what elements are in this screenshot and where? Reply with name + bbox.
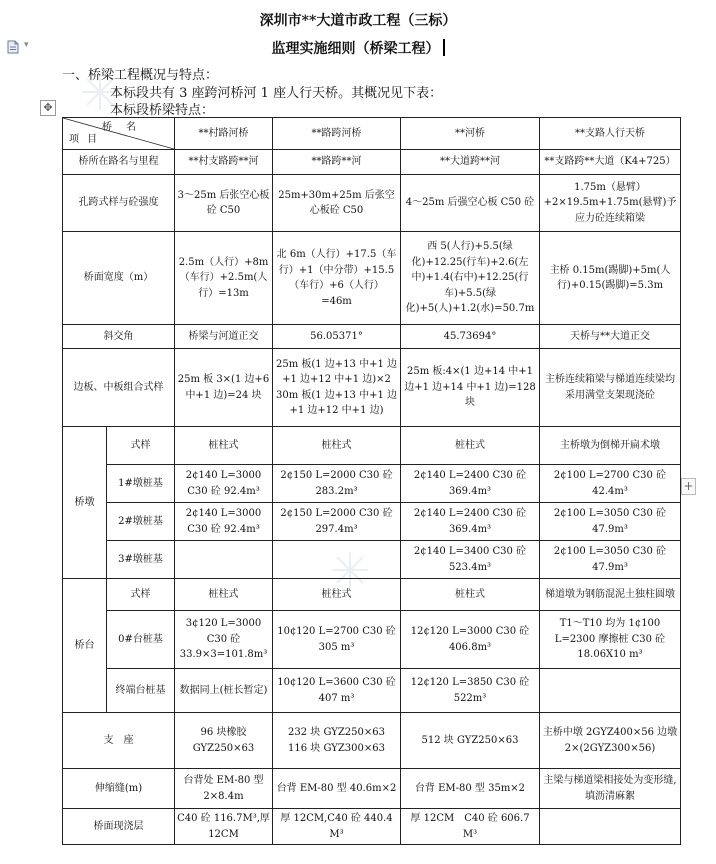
table-cell: 桩柱式	[175, 427, 273, 465]
add-column-icon[interactable]: +	[681, 478, 696, 495]
table-row	[63, 503, 681, 541]
group-label-pier: 桥墩	[63, 427, 107, 579]
table-row	[63, 669, 681, 713]
document-title: 深圳市**大道市政工程（三标）	[259, 13, 457, 29]
table-row	[63, 713, 681, 769]
chevron-down-icon[interactable]: ▾	[24, 40, 29, 50]
row-label: 0#台桩基	[107, 611, 175, 669]
table-cell: 主桥连续箱梁与梯道连续梁均采用满堂支架现浇砼	[540, 349, 681, 427]
table-cell	[273, 541, 401, 579]
row-label: 桥所在路名与里程	[63, 150, 175, 175]
table-cell: 2¢140 L=2400 C30 砼 369.4m³	[401, 465, 540, 503]
table-cell: 25m+30m+25m 后张空心板砼 C50	[273, 175, 401, 232]
table-row	[63, 465, 681, 503]
table-row	[63, 541, 681, 579]
table-cell: T1～T10 均为 1¢100 L=2300 摩擦桩 C30 砼 18.06X10 m³	[540, 611, 681, 669]
table-cell: 2¢100 L=3050 C30 砼 47.9m³	[540, 503, 681, 541]
row-label: 式样	[107, 427, 175, 465]
table-row	[63, 611, 681, 669]
table-cell: 10¢120 L=2700 C30 砼 305 m³	[273, 611, 401, 669]
table-cell: 2¢150 L=2000 C30 砼 283.2m³	[273, 465, 401, 503]
table-row	[63, 769, 681, 809]
table-cell: 512 块 GYZ250×63	[401, 713, 540, 769]
section-heading: 一、桥梁工程概况与特点：	[62, 68, 219, 83]
table-cell: 3～25m 后张空心板砼 C50	[175, 175, 273, 232]
table-cell	[540, 809, 681, 845]
row-label: 2#墩桩基	[107, 503, 175, 541]
table-move-handle-icon[interactable]: ✥	[40, 100, 56, 116]
table-header-row	[63, 118, 681, 150]
table-cell: 台背 EM-80 型 35m×2	[401, 769, 540, 809]
row-label: 桥面宽度（m）	[63, 232, 175, 325]
table-cell: 桩柱式	[175, 579, 273, 611]
table-cell: 12¢120 L=3000 C30 砼 406.8m³	[401, 611, 540, 669]
table-cell: 主桥墩为倒梯开扁术墩	[540, 427, 681, 465]
table-cell: 西 5(人行)+5.5(绿化)+12.25(行车)+2.6(左中)+1.4(右中)+12.25(行车)+5.5(绿化)+5(人)+1.2(水)=50.7m	[401, 232, 540, 325]
table-cell: 桩柱式	[401, 579, 540, 611]
table-row	[63, 427, 681, 465]
table-cell: 主桥 0.15m(踢脚)+5m(人行)+0.15(踢脚)=5.3m	[540, 232, 681, 325]
column-header: **村路河桥	[175, 118, 273, 150]
header-corner-cell	[63, 118, 175, 150]
table-cell: 主桥中墩 2GYZ400×56 边墩 2×(2GYZ300×56)	[540, 713, 681, 769]
column-header: **河桥	[401, 118, 540, 150]
text-cursor	[443, 39, 445, 56]
table-cell: 厚 12CM C40 砼 606.7 M³	[401, 809, 540, 845]
bridge-characteristics-table	[62, 117, 681, 845]
table-cell: 梯道墩为钢筋混泥土独柱圆墩	[540, 579, 681, 611]
row-label: 斜交角	[63, 325, 175, 349]
table-cell: 台背 EM-80 型 40.6m×2	[273, 769, 401, 809]
group-label-abutment: 桥台	[63, 579, 107, 713]
row-label: 3#墩桩基	[107, 541, 175, 579]
table-caption: 本标段桥梁特点：	[110, 103, 215, 118]
document-icon[interactable]	[6, 40, 20, 54]
table-cell: 台背处 EM-80 型 2×8.4m	[175, 769, 273, 809]
table-cell: 2¢150 L=2000 C30 砼 297.4m³	[273, 503, 401, 541]
table-cell: 56.05371°	[273, 325, 401, 349]
column-header: **路跨河桥	[273, 118, 401, 150]
table-cell: 桩柱式	[401, 427, 540, 465]
row-label: 式样	[107, 579, 175, 611]
table-cell: 2¢140 L=2400 C30 砼 369.4m³	[401, 503, 540, 541]
table-row	[63, 150, 681, 175]
table-row	[63, 809, 681, 845]
column-header: **支路人行天桥	[540, 118, 681, 150]
table-cell: 232 块 GYZ250×63 116 块 GYZ300×63	[273, 713, 401, 769]
table-cell: 96 块橡胶 GYZ250×63	[175, 713, 273, 769]
table-cell: 数据同上(桩长暂定)	[175, 669, 273, 713]
row-label: 孔跨式样与砼强度	[63, 175, 175, 232]
row-label: 桥面现浇层	[63, 809, 175, 845]
table-row	[63, 349, 681, 427]
document-subtitle: 监理实施细则（桥梁工程）	[271, 41, 440, 57]
table-cell: 天桥与**大道正交	[540, 325, 681, 349]
table-cell: **支路跨**大道（K4+725）	[540, 150, 681, 175]
watermark-flake-icon	[80, 72, 120, 112]
row-label: 边板、中板组合式样	[63, 349, 175, 427]
corner-label-item: 项目	[69, 133, 105, 145]
table-cell: 2¢140 L=3400 C30 砼 523.4m³	[401, 541, 540, 579]
table-cell: **路跨**河	[273, 150, 401, 175]
table-row	[63, 232, 681, 325]
table-cell: 主梁与梯道梁相接处为变形缝,填沥清麻絮	[540, 769, 681, 809]
table-cell	[540, 669, 681, 713]
table-cell: 厚 12CM,C40 砼 440.4 M³	[273, 809, 401, 845]
table-cell: 2¢140 L=3000 C30 砼 92.4m³	[175, 503, 273, 541]
table-cell: 25m 板 3×(1 边+6 中+1 边)=24 块	[175, 349, 273, 427]
table-row	[63, 579, 681, 611]
table-cell: C40 砼 116.7M³,厚 12CM	[175, 809, 273, 845]
table-cell: 25m 板(1 边+13 中+1 边+1 边+12 中+1 边)×2 30m 板(1 边+13 中+1 边+1 边+12 中+1 边)	[273, 349, 401, 427]
table-cell: 12¢120 L=3850 C30 砼 522m³	[401, 669, 540, 713]
table-row	[63, 325, 681, 349]
row-label: 伸缩缝(m)	[63, 769, 175, 809]
table-cell: 2¢100 L=3050 C30 砼 47.9m³	[540, 541, 681, 579]
table-cell: 25m 板:4×(1 边+14 中+1 边+1 边+14 中+1 边)=128 块	[401, 349, 540, 427]
table-cell: 2¢140 L=3000 C30 砼 92.4m³	[175, 465, 273, 503]
table-cell: 10¢120 L=3600 C30 砼 407 m³	[273, 669, 401, 713]
row-label: 支 座	[63, 713, 175, 769]
table-cell: **大道跨**河	[401, 150, 540, 175]
intro-paragraph: 本标段共有 3 座跨河桥河 1 座人行天桥。其概况见下表：	[110, 86, 443, 101]
table-cell: 2¢100 L=2700 C30 砼 42.4m³	[540, 465, 681, 503]
table-cell: 4～25m 后强空心板 C50 砼	[401, 175, 540, 232]
table-cell: 45.73694°	[401, 325, 540, 349]
table-cell	[175, 541, 273, 579]
table-cell: 桥梁与河道正交	[175, 325, 273, 349]
row-label: 终端台桩基	[107, 669, 175, 713]
corner-label-bridge: 桥名	[102, 122, 150, 133]
table-cell: **村支路跨**河	[175, 150, 273, 175]
row-label: 1#墩桩基	[107, 465, 175, 503]
table-row	[63, 175, 681, 232]
table-cell: 3¢120 L=3000 C30 砼 33.9×3=101.8m³	[175, 611, 273, 669]
table-cell: 2.5m（人行）+8m（车行）+2.5m(人行）=13m	[175, 232, 273, 325]
table-cell: 1.75m（悬臂）+2×19.5m+1.75m(悬臂)予应力砼连续箱梁	[540, 175, 681, 232]
table-cell: 桩柱式	[273, 579, 401, 611]
table-cell: 桩柱式	[273, 427, 401, 465]
table-cell: 北 6m（人行）+17.5（车行）+1（中分带）+15.5（车行）+6（人行）=46m	[273, 232, 401, 325]
